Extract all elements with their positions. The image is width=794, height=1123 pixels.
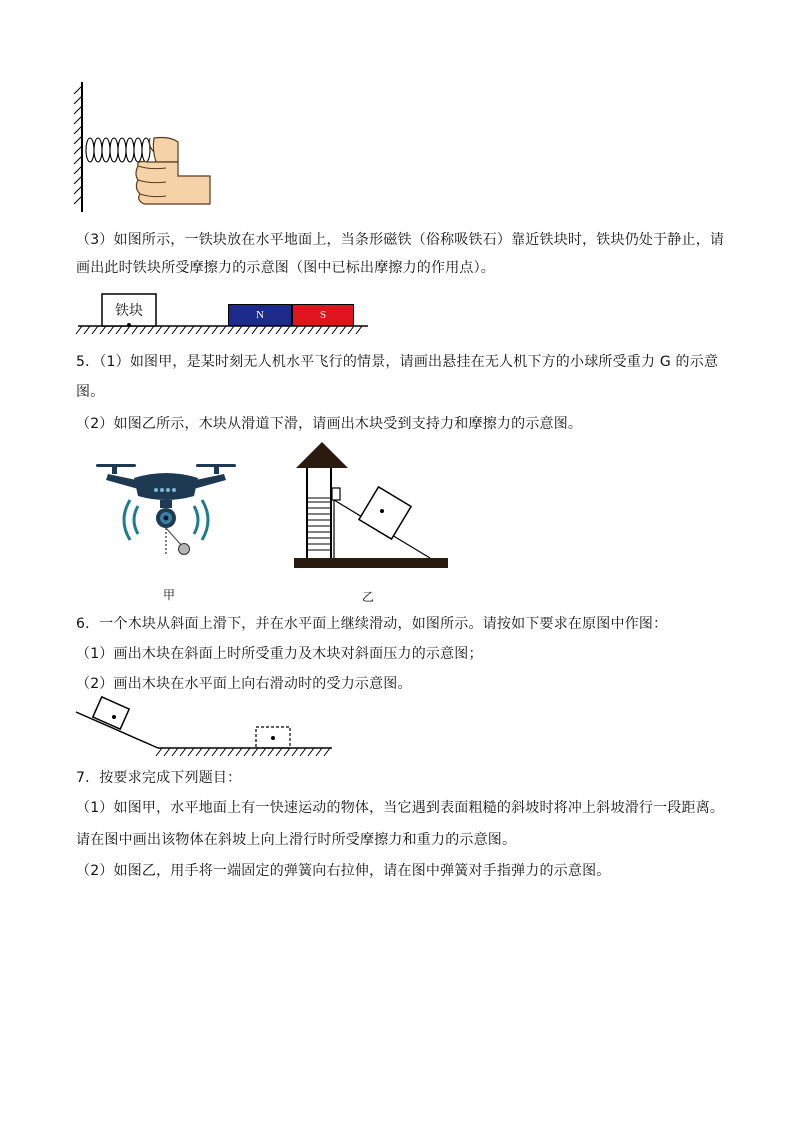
caption-yi: 乙 — [362, 590, 375, 604]
slide-figure — [292, 438, 452, 570]
iron-block-label: 铁块 — [115, 303, 143, 319]
spring-thumb-figure — [70, 80, 220, 215]
incline-block-figure — [74, 698, 336, 762]
q4-3-text-line1: （3）如图所示，一铁块放在水平地面上，当条形磁铁（俗称吸铁石）靠近铁块时，铁块仍处于静止，请 — [76, 232, 725, 248]
q7-text-line4: （2）如图乙，用手将一端固定的弹簧向右拉伸，请在图中弹簧对手指弹力的示意图。 — [76, 863, 611, 879]
q5-text-line3: （2）如图乙所示，木块从滑道下滑，请画出木块受到支持力和摩擦力的示意图。 — [76, 416, 583, 432]
q7-text-line1: 7．按要求完成下列题目： — [76, 770, 242, 786]
q6-text-line2: （1）画出木块在斜面上时所受重力及木块对斜面压力的示意图； — [76, 646, 483, 662]
q4-3-text-line2: 画出此时铁块所受摩擦力的示意图（图中已标出摩擦力的作用点）。 — [76, 260, 495, 276]
magnet-n-pole — [228, 304, 292, 326]
q7-text-line3: 请在图中画出该物体在斜坡上向上滑行时所受摩擦力和重力的示意图。 — [76, 832, 517, 848]
q6-text-line3: （2）画出木块在水平面上向右滑动时的受力示意图。 — [76, 676, 412, 692]
magnet-n-label: N — [256, 309, 264, 321]
q7-text-line2: （1）如图甲，水平地面上有一快速运动的物体，当它遇到表面粗糙的斜坡时将冲上斜坡滑行一段距离。 — [76, 800, 725, 816]
magnet-s-label: S — [319, 309, 327, 321]
drone-figure — [94, 456, 239, 566]
q5-text-line1: 5．（1）如图甲，是某时刻无人机水平飞行的情景，请画出悬挂在无人机下方的小球所受重力 G 的示意 — [76, 354, 719, 370]
magnet-s-pole — [292, 304, 354, 326]
iron-magnet-figure — [74, 292, 374, 340]
caption-jia: 甲 — [163, 588, 176, 602]
q6-text-line1: 6．一个木块从斜面上滑下，并在水平面上继续滑动，如图所示。请按如下要求在原图中作图： — [76, 616, 668, 632]
q5-text-line2: 图。 — [76, 384, 105, 400]
